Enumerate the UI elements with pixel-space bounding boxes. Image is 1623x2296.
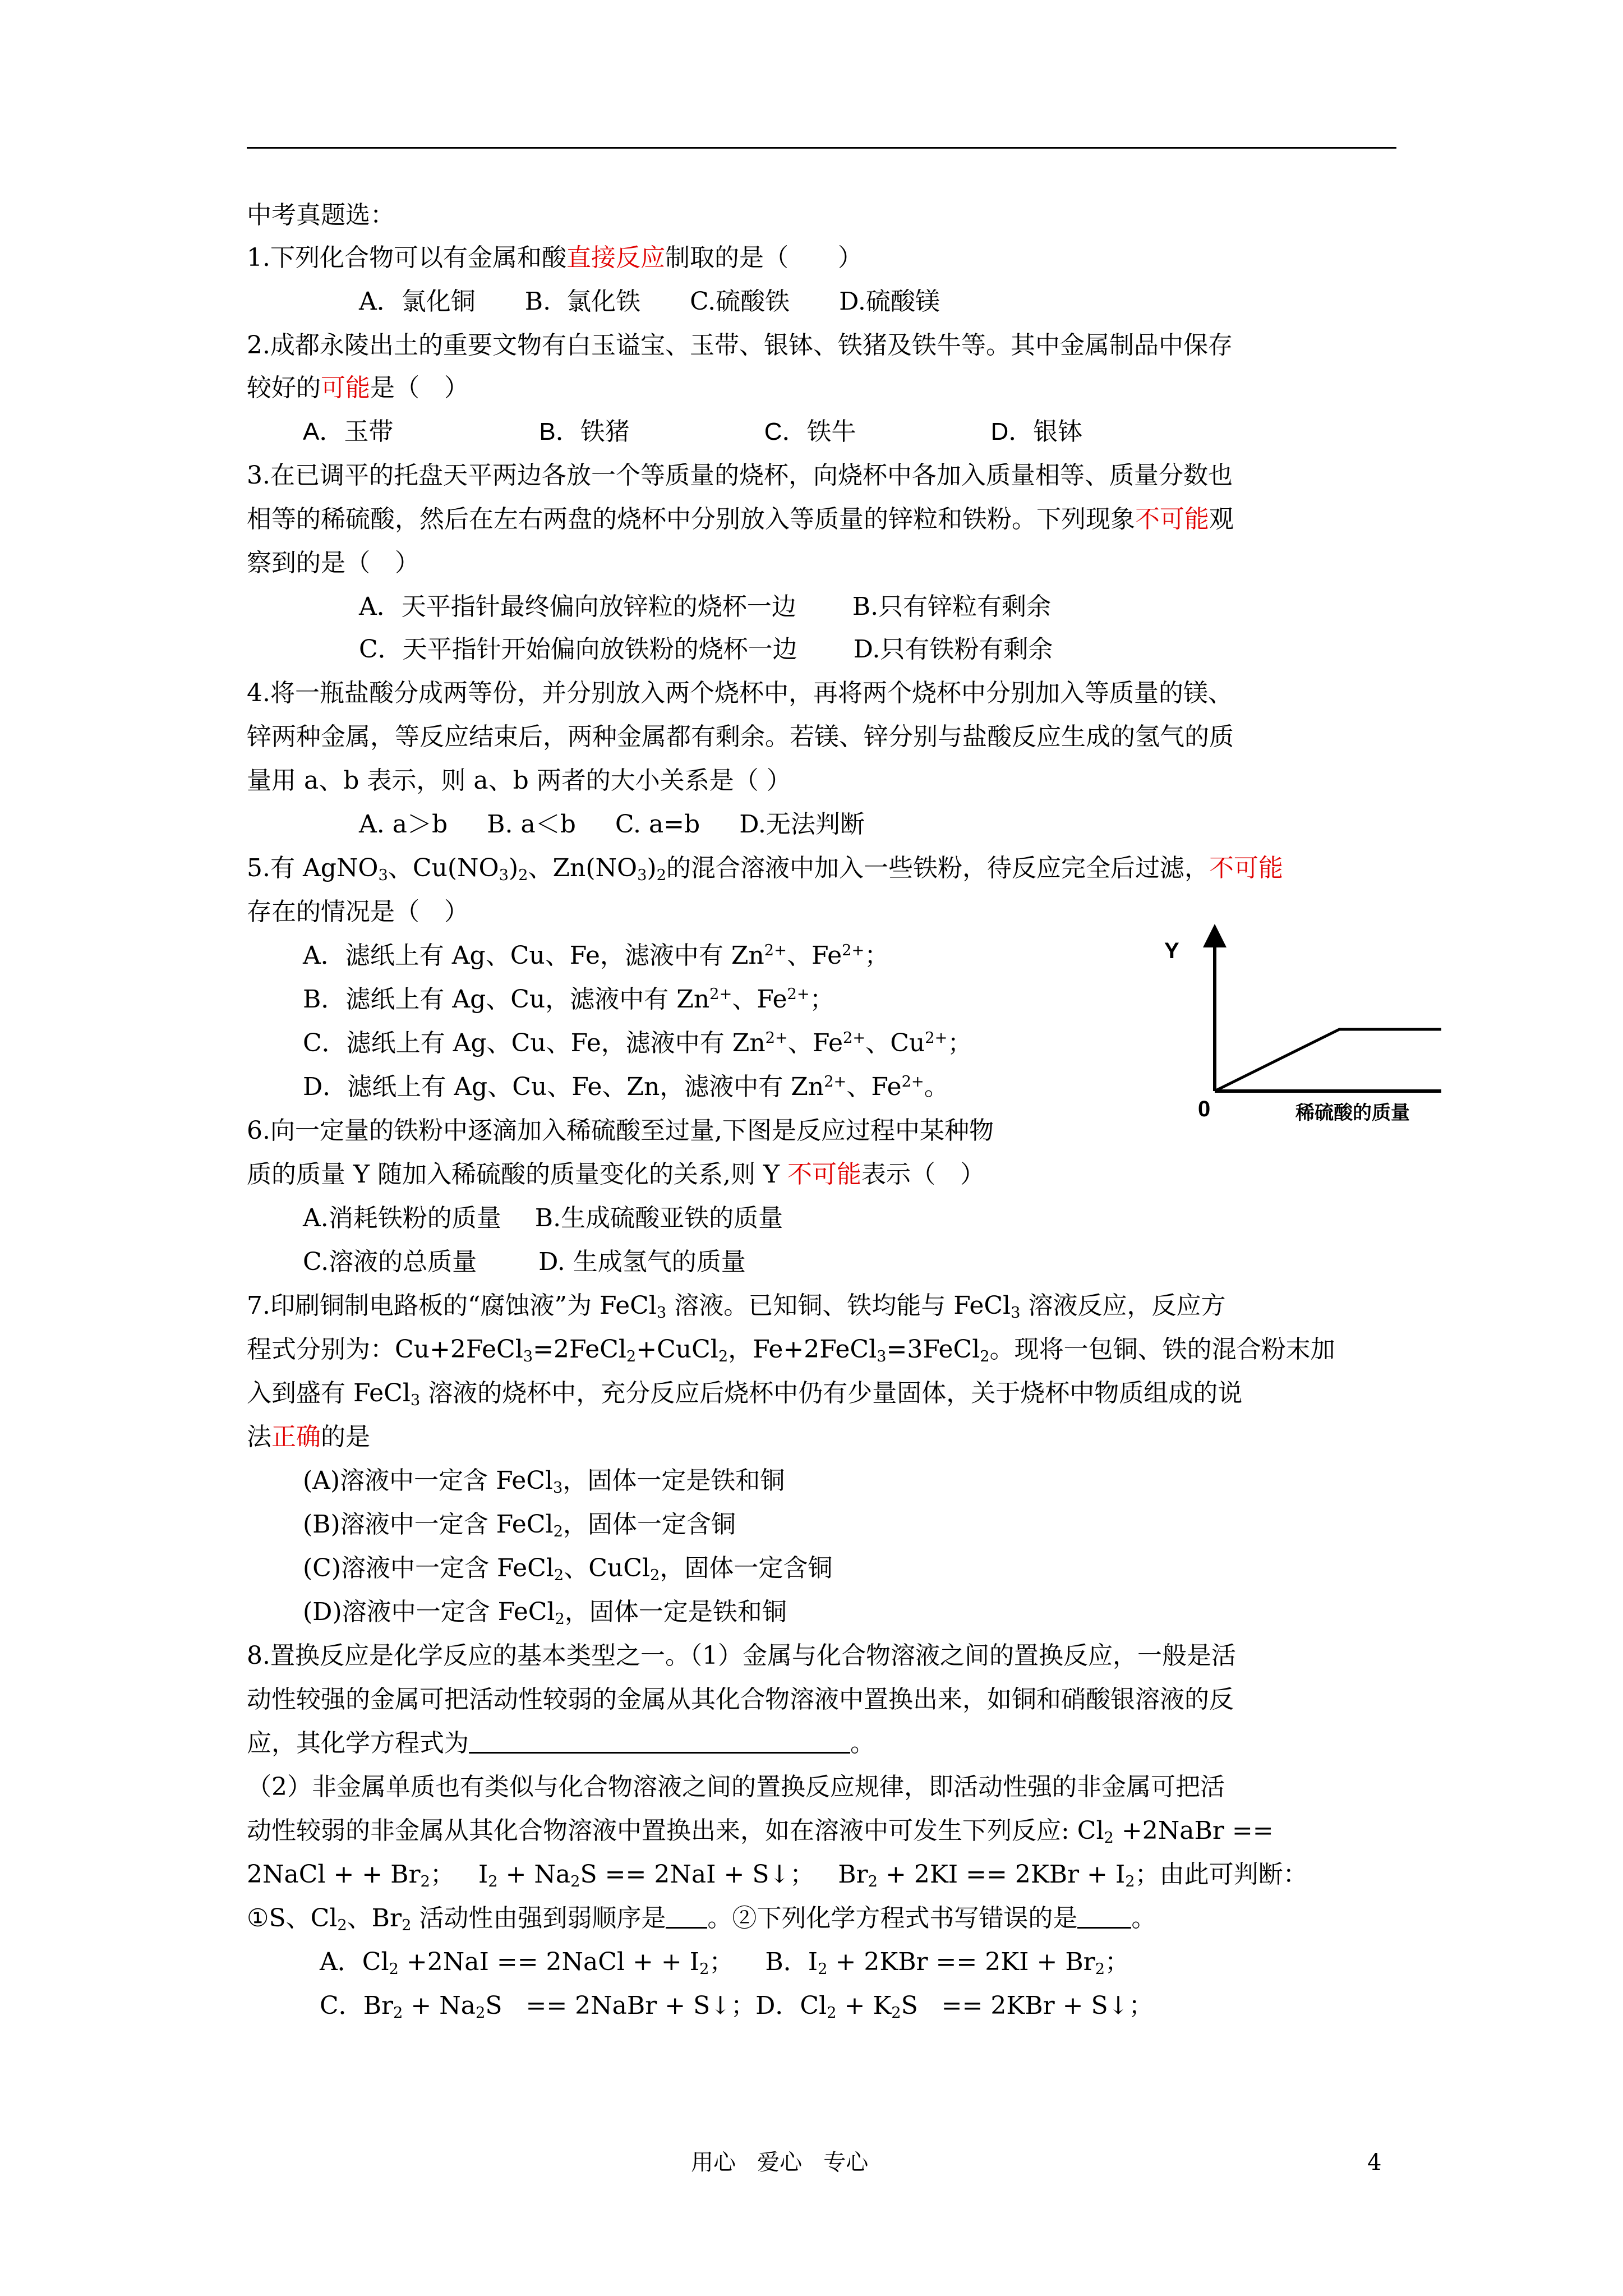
q4-line-2: 锌两种金属，等反应结束后，两种金属都有剩余。若镁、锌分别与盐酸反应生成的氢气的质 [247,723,1234,751]
q4-line-1: 4.将一瓶盐酸分成两等份，并分别放入两个烧杯中，再将两个烧杯中分别加入等质量的镁、 [247,679,1233,707]
q6-option-d: D. 生成氢气的质量 [538,1248,746,1276]
q1-option-c: C.硫酸铁 [690,287,790,316]
q6-option-c: C.溶液的总质量 [303,1248,477,1276]
q6-line-1: 6.向一定量的铁粉中逐滴加入稀硫酸至过量,下图是反应过程中某种物 [247,1116,994,1145]
q7-line-3: 入到盛有 FeCl$_3$ 溶液的烧杯中，充分反应后烧杯中仍有少量固体，关于烧杯中物质组成的说 [247,1379,1243,1409]
q8-line-3: 应，其化学方程式为 。 [247,1729,875,1757]
q3-option-c: C．天平指针开始偏向放铁粉的烧杯一边 [359,635,797,664]
q6-option-b: B.生成硫酸亚铁的质量 [534,1204,783,1232]
q6-options-ab [303,1203,783,1234]
q7-option-b: (B)溶液中一定含 FeCl$_2$，固体一定含铜 [303,1510,736,1540]
q2-options [303,416,1082,448]
q5-option-b: B．滤纸上有 Ag、Cu，滤液中有 $Zn^{2+}$、$Fe^{2+}$； [303,985,834,1014]
q1-stem: 1.下列化合物可以有金属和酸直接反应制取的是（ ） [247,243,863,272]
q7-option-a: (A)溶液中一定含 FeCl$_3$，固体一定是铁和铜 [303,1466,785,1497]
chart-x-label: 稀硫酸的质量 [1295,1102,1410,1124]
q1-option-b: B. 氯化铁 [524,287,641,316]
q4-option-d: D.无法判断 [739,810,865,839]
q4-line-3: 量用 a、b 表示，则 a、b 两者的大小关系是（ ） [247,766,791,795]
q2-option-a: A．玉带 [303,418,394,445]
q2-option-c: C．铁牛 [764,418,856,445]
page-number: 4 [1367,2150,1382,2175]
q7-line-1: 7.印刷铜制电路板的“腐蚀液”为 FeCl$_3$ 溶液。已知铜、铁均能与 FeCl$_3$ 溶液反应，反应方 [247,1291,1226,1322]
q3-option-b: B.只有锌粒有剩余 [852,592,1052,621]
q4-option-b: B. a＜b [487,810,576,839]
q3-line-3: 察到的是（ ） [247,549,419,577]
q5-option-d: D．滤纸上有 Ag、Cu、Fe、Zn，滤液中有 $Zn^{2+}$、$Fe^{2+}$。 [303,1073,949,1101]
q8-line-5: 动性较弱的非金属从其化合物溶液中置换出来，如在溶液中可发生下列反应: $Cl_2$ +2NaBr == [247,1816,1274,1847]
q5-option-c: C．滤纸上有 Ag、Cu、Fe，滤液中有 $Zn^{2+}$、$Fe^{2+}$、$Cu^{2+}$； [303,1029,972,1057]
q5-option-a: A．滤纸上有 Ag、Cu、Fe，滤液中有 $Zn^{2+}$、$Fe^{2+}$； [303,941,889,970]
q1-option-a: A．氯化铜 [359,287,476,316]
q7-option-c: (C)溶液中一定含 FeCl$_2$、CuCl$_2$，固体一定含铜 [303,1554,833,1584]
q2-option-b: B．铁猪 [539,418,630,445]
q6-options-cd [303,1246,746,1278]
q3-options-cd [359,634,1053,665]
q7-line-2: 程式分别为：Cu+2FeCl$_3$=2FeCl$_2$+CuCl$_2$，Fe+2FeCl$_3$=3FeCl$_2$。现将一包铜、铁的混合粉末加 [247,1335,1335,1365]
section-title: 中考真题选： [247,201,395,229]
chart-series-line [1215,1029,1441,1091]
q5-line-2: 存在的情况是（ ） [247,898,469,926]
q2-option-d: D．银钵 [990,418,1083,445]
q8-line-4: （2）非金属单质也有类似与化合物溶液之间的置换反应规律，即活动性强的非金属可把活 [247,1773,1225,1801]
q8-line-1: 8.置换反应是化学反应的基本类型之一。（1）金属与化合物溶液之间的置换反应，一般是活 [247,1641,1236,1670]
q6-option-a: A.消耗铁粉的质量 [303,1204,501,1232]
q3-option-d: D.只有铁粉有剩余 [853,635,1053,664]
q8-line-7: ①S、$Cl_2$、$Br_2$ 活动性由强到弱顺序是 。②下列化学方程式书写错误的是 。 [247,1904,1156,1934]
chart-origin-label: 0 [1198,1097,1211,1121]
q1-options [359,286,940,318]
q7-line-4: 法正确的是 [247,1423,370,1451]
q8-answer-blank-2[interactable] [666,1904,707,1929]
q2-line-1: 2.成都永陵出土的重要文物有白玉谥宝、玉带、银钵、铁猪及铁牛等。其中金属制品中保存 [247,331,1233,360]
chart-y-label: Y [1164,938,1179,963]
header-rule [247,147,1396,149]
q8-options-ab: A．$Cl_2 +2NaI$ == 2NaCl + + $I_2$； B．$I_2 + 2KBr == 2KI + Br_2$； [320,1948,1130,1978]
q6-line-2: 质的质量 Y 随加入稀硫酸的质量变化的关系,则 Y 不可能表示（ ） [247,1160,985,1189]
q5-line-1: 5.有 AgNO$_3$、$Cu(NO_3)_2$、$Zn(NO_3)_2$的混合溶液中加入一些铁粉，待反应完全后过滤，不可能 [247,854,1284,884]
q8-answer-blank-1[interactable] [469,1729,850,1754]
q7-option-d: (D)溶液中一定含 FeCl$_2$，固体一定是铁和铜 [303,1598,787,1628]
q3-options-ab [359,591,1051,623]
q8-answer-blank-3[interactable] [1077,1904,1131,1929]
q3-option-a: A．天平指针最终偏向放锌粒的烧杯一边 [359,592,796,621]
q2-line-2: 较好的可能是（ ） [247,374,469,402]
q4-option-c: C. a=b [615,810,700,839]
q3-line-1: 3.在已调平的托盘天平两边各放一个等质量的烧杯，向烧杯中各加入质量相等、质量分数也 [247,461,1233,490]
q8-line-6: 2NaCl + + $Br_2$； $I_2 + Na_2S == 2NaI$ + S↓； $Br_2 + 2KI == 2KBr + I_2$；由此可判断： [247,1860,1308,1890]
q4-option-a: A. a＞b [359,810,448,839]
q8-line-2: 动性较强的金属可把活动性较弱的金属从其化合物溶液中置换出来，如铜和硝酸银溶液的反 [247,1685,1234,1714]
q6-chart [1161,920,1453,1133]
q1-option-d: D.硫酸镁 [839,287,940,316]
q4-options [359,809,865,840]
q3-line-2: 相等的稀硫酸，然后在左右两盘的烧杯中分别放入等质量的锌粒和铁粉。下列现象不可能观 [247,505,1234,533]
footer-motto: 用心 爱心 专心 [691,2150,869,2175]
q8-options-cd: C．$Br_2 + Na_2S$ == 2NaBr + S↓；D．$Cl_2 + K_2S == 2KBr$ + S↓； [320,1991,1154,2022]
